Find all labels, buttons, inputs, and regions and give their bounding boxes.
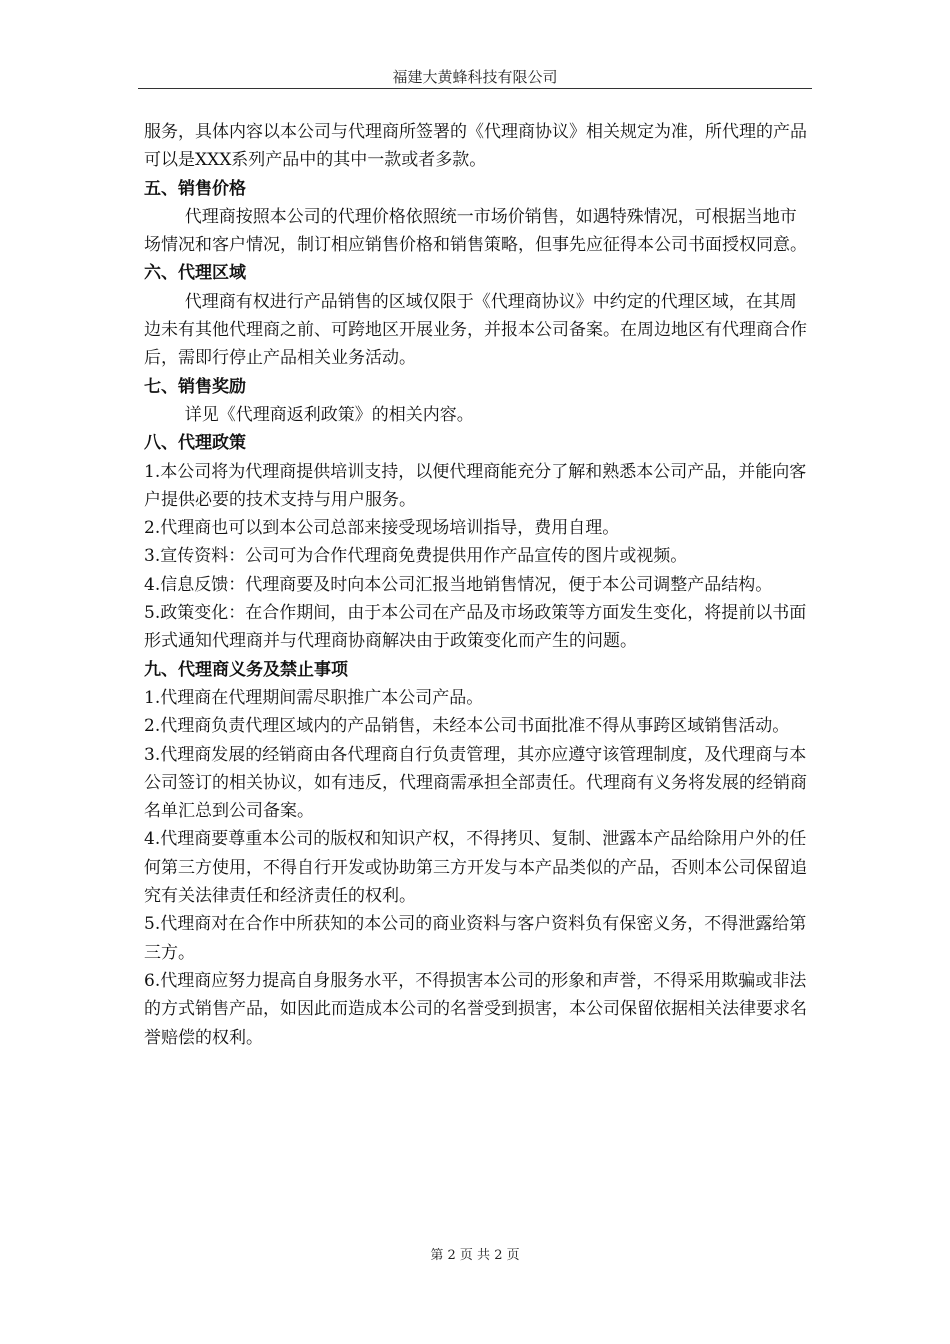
document-body xyxy=(144,118,809,1052)
section-8-item: 1.本公司将为代理商提供培训支持，以便代理商能充分了解和熟悉本公司产品，并能向客户提供必要的技术支持与用户服务。 xyxy=(144,461,807,510)
section-9-item: 1.代理商在代理期间需尽职推广本公司产品。 xyxy=(144,687,484,708)
section-8-item: 2.代理商也可以到本公司总部来接受现场培训指导，费用自理。 xyxy=(144,518,620,539)
section-7-heading: 七、销售奖励 xyxy=(144,376,246,397)
page-footer xyxy=(0,1244,950,1263)
section-8-item: 4.信息反馈：代理商要及时向本公司汇报当地销售情况，便于本公司调整产品结构。 xyxy=(144,574,773,595)
page-header xyxy=(138,66,812,89)
section-5-paragraph: 代理商按照本公司的代理价格依照统一市场价销售，如遇特殊情况，可根据当地市场情况和客户情况，制订相应销售价格和销售策略，但事先应征得本公司书面授权同意。 xyxy=(144,206,807,256)
section-9-item: 4.代理商要尊重本公司的版权和知识产权，不得拷贝、复制、泄露本产品给除用户外的任何第三方使用，不得自行开发或协助第三方开发与本产品类似的产品，否则本公司保留追究有关法律责任和经济责任的权利。 xyxy=(144,829,807,907)
section-9-item: 5.代理商对在合作中所获知的本公司的商业资料与客户资料负有保密义务，不得泄露给第三方。 xyxy=(144,914,807,963)
section-9-item: 3.代理商发展的经销商由各代理商自行负责管理，其亦应遵守该管理制度，及代理商与本公司签订的相关协议，如有违反，代理商需承担全部责任。代理商有义务将发展的经销商名单汇总到公司备案。 xyxy=(144,744,807,822)
section-9-item: 2.代理商负责代理区域内的产品销售，未经本公司书面批准不得从事跨区域销售活动。 xyxy=(144,716,790,737)
section-9-item: 6.代理商应努力提高自身服务水平，不得损害本公司的形象和声誉，不得采用欺骗或非法的方式销售产品，如因此而造成本公司的名誉受到损害，本公司保留依据相关法律要求名誉赔偿的权利。 xyxy=(144,970,807,1048)
section-7-paragraph: 详见《代理商返利政策》的相关内容。 xyxy=(184,404,474,425)
section-8-item: 5.政策变化：在合作期间，由于本公司在产品及市场政策等方面发生变化，将提前以书面形式通知代理商并与代理商协商解决由于政策变化而产生的问题。 xyxy=(144,603,807,652)
section-8-item: 3.宣传资料：公司可为合作代理商免费提供用作产品宣传的图片或视频。 xyxy=(144,546,688,567)
section-5-heading: 五、销售价格 xyxy=(144,178,246,199)
section-9-heading: 九、代理商义务及禁止事项 xyxy=(144,659,348,680)
header-company-name: 福建大黄蜂科技有限公司 xyxy=(392,68,558,86)
section-6-paragraph: 代理商有权进行产品销售的区域仅限于《代理商协议》中约定的代理区域，在其周边未有其他代理商之前、可跨地区开展业务，并报本公司备案。在周边地区有代理商合作后，需即行停止产品相关业务活动。 xyxy=(144,291,807,369)
section-8-heading: 八、代理政策 xyxy=(144,433,246,454)
page-number: 第 2 页 共 2 页 xyxy=(430,1248,520,1263)
section-6-heading: 六、代理区域 xyxy=(144,263,246,284)
intro-paragraph: 服务，具体内容以本公司与代理商所签署的《代理商协议》相关规定为准，所代理的产品可以是XXX系列产品中的其中一款或者多款。 xyxy=(144,122,807,171)
